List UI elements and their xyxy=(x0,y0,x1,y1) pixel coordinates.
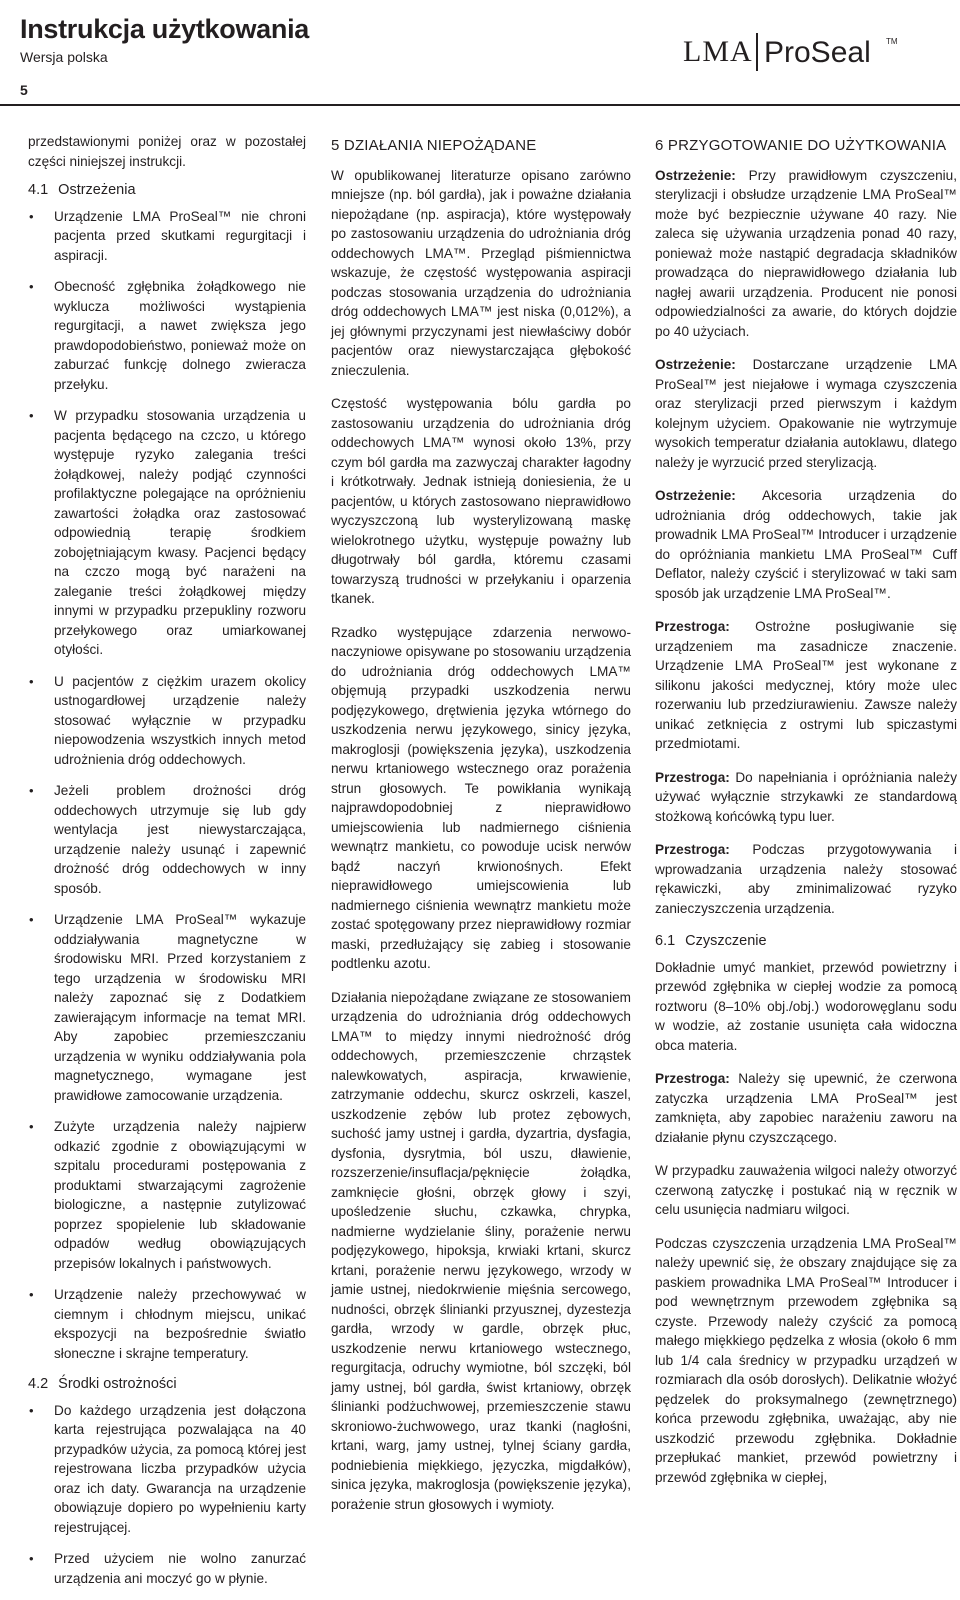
paragraph: Częstość występowania bólu gardła po zastosowaniu urządzenia do udrożniania dróg oddechowych LMA™ wynosi około 13%, przy czym ból gardła ma zazwyczaj charakter łagodny i krótkotrwały. Jednak istnieją doniesienia, że u pacjentów, u których zastosowano nieprawidłowo wyczyszczoną lub wysterylizowaną maskę wielokrotnego użytku, występuje poważny lub długotrwały ból gardła, któremu czasami towarzyszą trudności w przełykaniu i oparzenia tkanek. xyxy=(331,396,631,606)
precautions-list xyxy=(28,1401,306,1589)
paragraph: Dokładnie umyć mankiet, przewód powietrzny i przewód zgłębnika w ciepłej wodzie za pomocą roztworu (8–10% obj./obj.) wodorowęglanu sodu w wodzie, aż zostanie usunięta cała widoczna obca materia. xyxy=(655,959,957,1053)
bullet-icon: • xyxy=(29,1287,34,1302)
caution-paragraph: Przestroga: Do napełniania i opróżniania należy używać wyłącznie strzykawki ze standardową stożkową końcówką typu luer. xyxy=(655,769,957,824)
paragraph: W przypadku zauważenia wilgoci należy otworzyć czerwoną zatyczkę i postukać nią w ręcznik w celu usunięcia nadmiaru wilgoci. xyxy=(655,1163,957,1217)
list-item: • Do każdego urządzenia jest dołączona karta rejestrująca pozwalająca na 40 przypadków użycia, za pomocą której jest rejestrowana liczba przypadków użycia oraz ich daty. Gwarancja na urządzenie obowiązuje dopiero po wypełnieniu karty rejestrującej. xyxy=(29,1402,306,1535)
column-right xyxy=(655,132,957,1501)
page-header xyxy=(0,0,960,104)
list-item: • Urządzenie należy przechowywać w ciemnym i chłodnym miejscu, unikać ekspozycji na bezpośrednie światło słoneczne i skrajne temperatury. xyxy=(29,1287,306,1361)
paragraph: Podczas czyszczenia urządzenia LMA ProSeal™ należy upewnić się, że obszary znajdujące się za paskiem prowadnika LMA ProSeal™ Introducer i pod wewnętrznym przewodem zgłębnika są czyste. Przewody należy czyścić za pomocą małego miękkiego pędzelka z włosia (około 6 mm lub 1/4 cala średnicy w przypadku urządzeń w rozmiarach dla osób dorosłych). Delikatnie włożyć pędzelek do proksymalnego (zewnętrznego) końca przewodu zgłębnika, uważając, aby nie uszkodzić przewodu zgłębnika. Dokładnie przepłukać mankiet, przewód powietrzny i przewód zgłębnika w ciepłej, xyxy=(655,1235,957,1485)
intro-paragraph: przedstawionymi poniżej oraz w pozostałej części niniejszej instrukcji. xyxy=(28,134,306,169)
logo-lma-text: LMA xyxy=(683,35,753,68)
paragraph: W opublikowanej literaturze opisano zarówno mniejsze (np. ból gardła), jak i poważne działania niepożądane (np. aspiracja), które występowały po zastosowaniu urządzenia do udrożniania dróg oddechowych LMA™. Przegląd piśmiennictwa wskazuje, że częstość występowania aspiracji podczas stosowania urządzenia do udrożniania dróg oddechowych LMA™ jest niska (0,012%), a jej głównymi przyczynami jest niewłaściwy dobór pacjentów oraz niewystarczająca głębokość znieczulenia. xyxy=(331,167,631,378)
warning-paragraph: Ostrzeżenie: Przy prawidłowym czyszczeniu, sterylizacji i obsłudze urządzenie LMA ProSeal™ może być bezpiecznie używane 40 razy. Nie zaleca się używania urządzenia ponad 40 razy, ponieważ może nastąpić degradacja składników prowadząca do nieprawidłowego działania lub nagłej awarii urządzenia. Producent nie ponosi odpowiedzialności za awarie, do których dojdzie po 40 użyciach. xyxy=(655,167,957,339)
page-number: 5 xyxy=(20,82,28,98)
warning-label: Ostrzeżenie: xyxy=(655,357,736,372)
paragraph: Działania niepożądane związane ze stosowaniem urządzenia do udrożniania dróg oddechowych LMA™ to między innymi niedrożność dróg oddechowych, przemieszczenie chrząstek nalewkowatych, aspiracja, krwawienie, zatrzymanie oddechu, skurcz oskrzeli, kaszel, uszkodzenie zębów lub protez zębowych, suchość jamy ustnej i gardła, dyzartria, dysfagia, dysfonia, dysrytmia, ból uszu, dławienie, rozszerzenie/insuflacja/pęknięcie żołądka, zamknięcie głośni, obrzęk głowy i szyi, upośledzenie słuchu, czkawka, chrypka, nadmierne wydzielanie śliny, porażenie nerwu podjęzykowego, hipoksja, krwiaki krtani, skurcz krtani, porażenie nerwu językowego, wrzody w jamie ustnej, niedokrwienie mięśnia sercowego, nudności, obrzęk ślinianki przyusznej, dyzestezja gardła, wrzody w gardle, obrzęk płuc, uszkodzenie nerwu krtaniowego wstecznego, regurgitacja, odruchy wymiotne, ból szczęki, ból jamy ustnej, ból gardła, świst krtaniowy, obrzęk ślinianki podżuchwowej, przemieszczenie stawu skroniowo-żuchwowego, uraz tkanki (nagłośni, krtani, warg, jamy ustnej, tylnej ściany gardła, podniebienia miękkiego, języczka, migdałków), sinica języka, makroglosja (powiększenie języka), porażenie strun głosowych i wymioty. xyxy=(331,989,631,1512)
section-title: Czyszczenie xyxy=(685,933,767,949)
list-item: • W przypadku stosowania urządzenia u pacjenta będącego na czczo, u którego występuje ryzyko zalegania treści żołądkowej, należy podjąć czynności profilaktyczne polegające na opróżnieniu zawartości żołądka oraz zastosować odpowiednią terapię środkiem zobojętniającym kwasy. Pacjenci będący na czczo mogą być narażeni na zaleganie treści żołądkowej między innymi w przypadku przepukliny rozworu przełykowego oraz umiarkowanej otyłości. xyxy=(29,408,306,657)
list-item: • Przed użyciem nie wolno zanurzać urządzenia ani moczyć go w płynie. xyxy=(29,1551,306,1586)
warning-paragraph: Ostrzeżenie: Akcesoria urządzenia do udrożniania dróg oddechowych, takie jak prowadnik LMA ProSeal™ Introducer i urządzenie do opróżniania mankietu LMA ProSeal™ Cuff Deflator, należy czyścić i sterylizować w taki sam sposób jak urządzenie LMA ProSeal™. xyxy=(655,488,957,601)
caution-paragraph: Przestroga: Należy się upewnić, że czerwona zatyczka urządzenia LMA ProSeal™ jest zamknięta, aby zapobiec narażeniu zaworu na działanie płynu czyszczącego. xyxy=(655,1071,957,1145)
column-middle xyxy=(331,132,631,1528)
document-subtitle: Wersja polska xyxy=(20,49,108,65)
caution-label: Przestroga: xyxy=(655,619,730,634)
warning-paragraph: Ostrzeżenie: Dostarczane urządzenie LMA ProSeal™ jest niejałowe i wymaga czyszczenia oraz sterylizacji przed pierwszym i każdym kolejnym użyciem. Opakowanie nie wytrzymuje wysokich temperatur działania autoklawu, dlatego należy je wyrzucić przed sterylizacją. xyxy=(655,357,957,470)
warning-label: Ostrzeżenie: xyxy=(655,488,736,503)
bullet-icon: • xyxy=(29,673,34,689)
warnings-list xyxy=(28,207,306,1364)
list-item: • Urządzenie LMA ProSeal™ wykazuje oddziaływania magnetyczne w środowisku MRI. Przed korzystaniem z tego urządzenia w środowisku MRI należy zapoznać się z Dodatkiem zawierającym informacje na temat MRI. Aby zapobiec przemieszczaniu urządzenia w wyniku oddziaływania pola magnetycznego, wymagane jest prawidłowe zamocowanie urządzenia. xyxy=(29,912,306,1103)
section-title: Ostrzeżenia xyxy=(58,182,136,198)
section-5-heading: 5 DZIAŁANIA NIEPOŻĄDANE xyxy=(331,137,537,154)
bullet-icon: • xyxy=(29,1551,34,1566)
section-title: Środki ostrożności xyxy=(58,1376,177,1392)
bullet-icon: • xyxy=(29,279,34,294)
document-title: Instrukcja użytkowania xyxy=(20,14,309,44)
bullet-icon: • xyxy=(29,912,34,927)
list-item: • Zużyte urządzenia należy najpierw odkazić zgodnie z obowiązującymi w szpitalu procedurami postępowania z produktami stwarzającymi zagrożenie biologiczne, a następnie zutylizować poprzez spopielenie lub składowanie odpadów według obowiązujących przepisów lokalnych i państwowych. xyxy=(29,1119,306,1271)
section-number: 4.1 xyxy=(28,182,49,198)
section-4-2-heading xyxy=(28,1375,306,1395)
section-4-1-heading xyxy=(28,181,306,201)
lma-proseal-logo xyxy=(683,33,943,71)
warning-label: Ostrzeżenie: xyxy=(655,167,736,183)
bullet-icon: • xyxy=(29,783,34,798)
list-item: • Jeżeli problem drożności dróg oddechowych utrzymuje się lub gdy wentylacja jest niewystarczająca, urządzenie należy usunąć i zapewnić drożność dróg oddechowych w inny sposób. xyxy=(29,783,306,896)
list-item: • Obecność zgłębnika żołądkowego nie wyklucza możliwości wystąpienia regurgitacji, a nawet zwiększa jego prawdopodobieństwo, ponieważ może on zaburzać funkcję dolnego zwieracza przełyku. xyxy=(29,279,306,392)
caution-label: Przestroga: xyxy=(655,1071,730,1086)
bullet-icon: • xyxy=(29,1402,34,1418)
caution-label: Przestroga: xyxy=(655,842,730,857)
section-6-heading: 6 PRZYGOTOWANIE DO UŻYTKOWANIA xyxy=(655,137,947,154)
logo-trademark: TM xyxy=(886,37,898,46)
logo-proseal-text: ProSeal xyxy=(764,36,871,69)
caution-paragraph: Przestroga: Ostrożne posługiwanie się urządzeniem ma zasadnicze znaczenie. Urządzenie LMA ProSeal™ jest wykonane z silikonu jakości medycznej, który może ulec rozerwaniu lub przedziurawieniu. Zawsze należy unikać zetknięcia z ostrymi lub spiczastymi przedmiotami. xyxy=(655,619,957,751)
section-number: 6.1 xyxy=(655,933,676,949)
list-item: • U pacjentów z ciężkim urazem okolicy ustnogardłowej urządzenie należy stosować wyłącznie w przypadku niepowodzenia wszystkich innych metod udrożnienia dróg oddechowych. xyxy=(29,673,306,767)
logo-divider xyxy=(756,33,758,71)
column-left xyxy=(28,132,306,1600)
list-item: • Urządzenie LMA ProSeal™ nie chroni pacjenta przed skutkami regurgitacji i aspiracji. xyxy=(29,208,306,263)
caution-paragraph: Przestroga: Podczas przygotowywania i wprowadzania urządzenia należy stosować rękawiczki, aby zminimalizować ryzyko zanieczyszczenia urządzenia. xyxy=(655,842,957,916)
bullet-icon: • xyxy=(29,208,34,224)
bullet-icon: • xyxy=(29,1119,34,1134)
caution-label: Przestroga: xyxy=(655,769,730,785)
section-6-1-heading xyxy=(655,932,957,952)
paragraph: Rzadko występujące zdarzenia nerwowo-naczyniowe opisywane po stosowaniu urządzenia do udrożniania dróg oddechowych LMA™ objęmują przypadki uszkodzenia nerwu podjęzykowego, drętwienia języka wtórnego do uszkodzenia nerwu językowego, sinicy języka, makroglosji (powiększenia języka), uszkodzenia nerwu krtaniowego wstecznego oraz porażenia strun głosowych. Te powikłania wynikają najprawdopodobniej z nieprawidłowo umiejscowienia lub nadmiernego ciśnienia wewnątrz mankietu, co powoduje ucisk nerwów bądź naczyń krwionośnych. Efekt nieprawidłowego umiejscowienia lub nadmiernego ciśnienia wewnątrz mankietu może zostać spotęgowany przez nieprawidłowy rozmiar maski, przedłużający się zabieg i stosowanie podtlenku azotu. xyxy=(331,624,631,971)
header-divider xyxy=(0,104,960,106)
section-number: 4.2 xyxy=(28,1376,49,1392)
bullet-icon: • xyxy=(29,408,34,423)
